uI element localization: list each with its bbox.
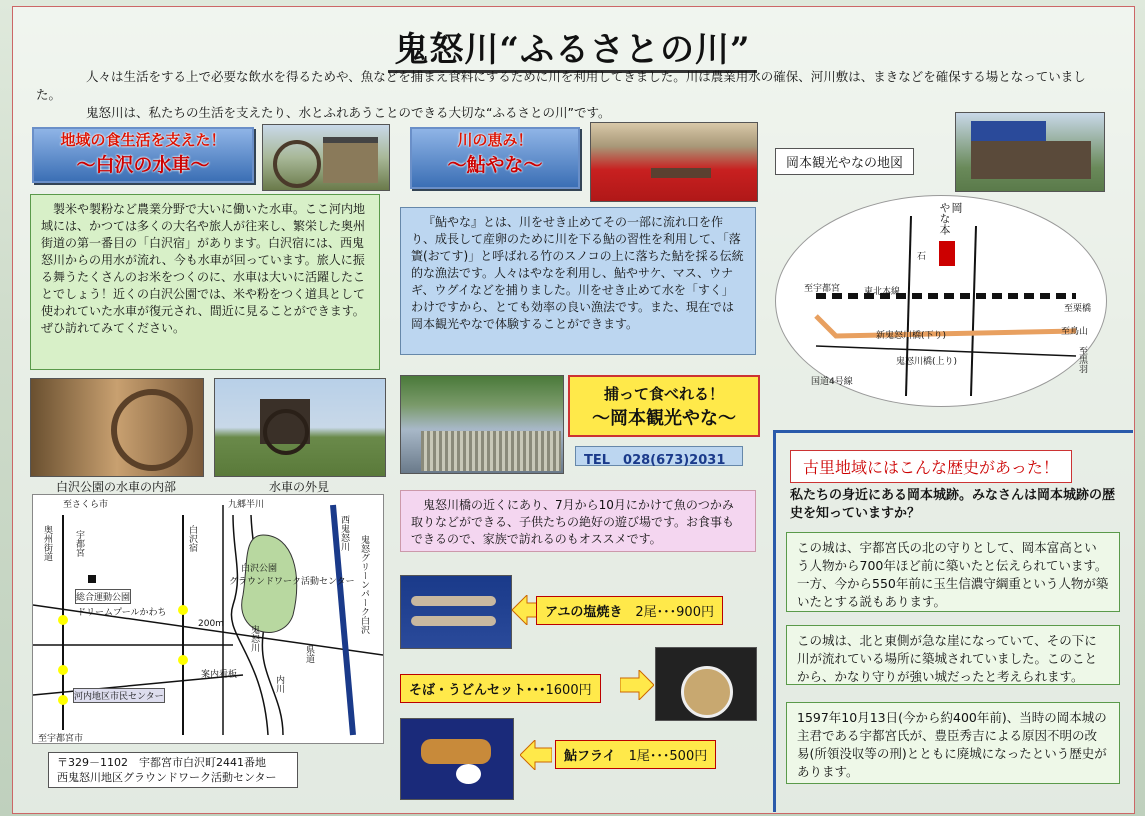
map2-label: 至黒羽 <box>1077 346 1087 373</box>
map2-label: 至鳥山 <box>1061 327 1089 337</box>
ayu-shioyaki-photo <box>400 575 512 649</box>
yana-note: 鬼怒川橋の近くにあり、7月から10月にかけて魚のつかみ取りなどができる、子供たちの絶好の遊び場です。お食事もできるので、家族で訪れるのもオススメです。 <box>400 490 756 552</box>
map1-label: 鬼怒川 <box>249 625 259 652</box>
map1-label: 鬼怒グリーンパーク白沢 <box>359 535 369 634</box>
yana-interior-photo <box>590 122 758 202</box>
history-box2: この城は、北と東側が急な崖になっていて、その下に川が流れている場所に築城されていました。このことから、かなり守りが強い城だったと考えられます。 <box>786 625 1120 685</box>
section2-header-line1: 川の恵み！ <box>457 131 533 149</box>
section2-header-line2: ～鮎やな～ <box>447 154 543 176</box>
map2-label: やな本 <box>938 202 951 235</box>
yana-map <box>775 195 1107 407</box>
waterwheel-interior-photo <box>30 378 204 477</box>
menu-item-name: アユの塩焼き <box>545 605 623 620</box>
section1-body: 製米や製粉など農業分野で大いに働いた水車。ここ河内地域には、かつては多くの大名や旅人が往来し、繁栄した奥州街道の第一番目の「白沢宿」があります。白沢宿には、西鬼怒川からの用水が流れ、今も水車が回っています。旅人に振る舞うたくさんのお米をつくのに、水車は大いに活躍したことでしょう！近くの白沢公園では、米や粉をつく道具として使われていた水車が復元され、間近に見ることができます。ぜひ訪れてみてください。 <box>30 194 380 370</box>
map1-label: 白沢公園 <box>241 564 278 574</box>
catch-line2: ～岡本観光やな～ <box>592 408 736 429</box>
map1-label: 内川 <box>274 675 284 693</box>
waterwheel-exterior-photo <box>214 378 386 477</box>
history-title: 古里地域にはこんな歴史があった！ <box>790 450 1072 483</box>
map1-label: グラウンドワーク活動センター <box>229 577 355 587</box>
caption-interior: 白沢公園の水車の内部 <box>55 480 176 494</box>
map1-label: 宇都宮 <box>74 530 84 557</box>
soba-udon-photo <box>655 647 757 721</box>
shirasawa-map <box>32 494 384 744</box>
menu-item-soba <box>400 674 601 703</box>
caption-exterior: 水車の外見 <box>268 480 329 494</box>
waterwheel-photo <box>262 124 390 191</box>
menu-item-name: 鮎フライ <box>564 749 616 764</box>
map1-label: 至さくら市 <box>63 500 109 510</box>
menu-item-price: 2尾･･･900円 <box>635 605 714 620</box>
map2-label: 至宇都宮 <box>804 284 841 294</box>
history-question: 私たちの身近にある岡本城跡。みなさんは岡本城跡の歴史を知っていますか？ <box>790 488 1116 521</box>
intro-p1: 人々は生活をする上で必要な飲水を得るためや、魚などを捕まえ食料にするために川を利用してきました。川は農業用水の確保、河川敷は、まきなどを確保する場となっていました。 <box>36 69 1086 102</box>
map1-label: 河内地区市民センター <box>73 688 165 703</box>
section2-body: 『鮎やな』とは、川をせき止めてその一部に流れ口を作り、成長して産卵のために川を下る鮎の習性を利用して、「落簀(おてす)」と呼ばれる竹のスノコの上に落ちた鮎を採る伝統的な漁法です。人々はやなを利用し、鮎やサケ、マス、ウナギ、ウグイなどを捕りました。川をせき止めて水を「すく」わけですから、とても効率の良い漁法です。また、現在では岡本観光やなで体験することができます。 <box>400 207 756 355</box>
menu-item-ayu <box>536 596 723 625</box>
section1-header <box>32 127 254 183</box>
history-divider-left <box>773 430 776 812</box>
map1-label: 西鬼怒川 <box>339 515 349 551</box>
catch-and-eat-box <box>568 375 760 437</box>
menu-item-price: 1600円 <box>545 683 592 698</box>
map1-label: 案内看板 <box>201 670 238 680</box>
address-line1: 〒329－1102 宇都宮市白沢町2441番地 <box>57 756 266 769</box>
map2-label: 新鬼怒川橋(下り) <box>876 331 947 341</box>
address-box <box>48 752 298 788</box>
map1-label: 至宇都宮市 <box>38 734 84 744</box>
arrow-icon <box>520 740 552 770</box>
yana-river-photo <box>400 375 564 474</box>
map1-label: 総合運動公園 <box>75 589 131 604</box>
intro <box>36 68 1096 122</box>
map1-label: 奥州街道 <box>42 525 52 561</box>
menu-item-ayufry <box>555 740 716 769</box>
ayu-fry-photo <box>400 718 514 800</box>
address-line2: 西鬼怒川地区グラウンドワーク活動センター <box>57 771 277 784</box>
history-divider-top <box>773 430 1133 433</box>
yana-map-title: 岡本観光やなの地図 <box>775 148 914 175</box>
intro-p2: 鬼怒川は、私たちの生活を支えたり、水とふれあうことのできる大切な“ふるさとの川”です。 <box>86 105 611 120</box>
map1-label: 白沢宿 <box>187 525 197 552</box>
map2-label: 鬼怒川橋(上り) <box>896 357 958 367</box>
arrow-icon <box>620 670 654 700</box>
catch-line1: 捕って食べれる！ <box>603 385 724 403</box>
map1-label: 九郷半川 <box>228 500 265 510</box>
section2-header <box>410 127 580 189</box>
section1-header-line1: 地域の食生活を支えた！ <box>60 131 226 149</box>
map1-label: 県道 <box>304 645 314 663</box>
page-title: 鬼怒川“ふるさとの川” <box>0 22 1145 71</box>
map2-label: 至栗橋 <box>1064 304 1092 314</box>
map1-label: 200m <box>198 619 224 629</box>
yana-building-photo <box>955 112 1105 192</box>
tel-box: TEL 028(673)2031 <box>575 446 743 466</box>
map2-label: 石 <box>915 251 925 260</box>
map1-label: ドリームプールかわち <box>77 608 167 618</box>
history-box1: この城は、宇都宮氏の北の守りとして、岡本富高という人物から700年ほど前に築いたと伝えられています。一方、今から550年前に玉生信濃守綱重という人物が築いたとする説もあります。 <box>786 532 1120 612</box>
menu-item-price: 1尾･･･500円 <box>628 749 708 764</box>
map2-label: 国道4号線 <box>811 377 853 387</box>
history-box3: 1597年10月13日(今から約400年前)、当時の岡本城の主君である宇都宮氏が、豊臣秀吉による原因不明の改易(所領没収等の刑)とともに廃城になったという歴史があります。 <box>786 702 1120 784</box>
menu-item-name: そば・うどんセット･･･ <box>409 683 546 698</box>
map2-label: 東北本線 <box>864 287 901 297</box>
map2-label: 岡 <box>950 202 963 213</box>
section1-header-line2: ～白沢の水車～ <box>76 154 210 176</box>
